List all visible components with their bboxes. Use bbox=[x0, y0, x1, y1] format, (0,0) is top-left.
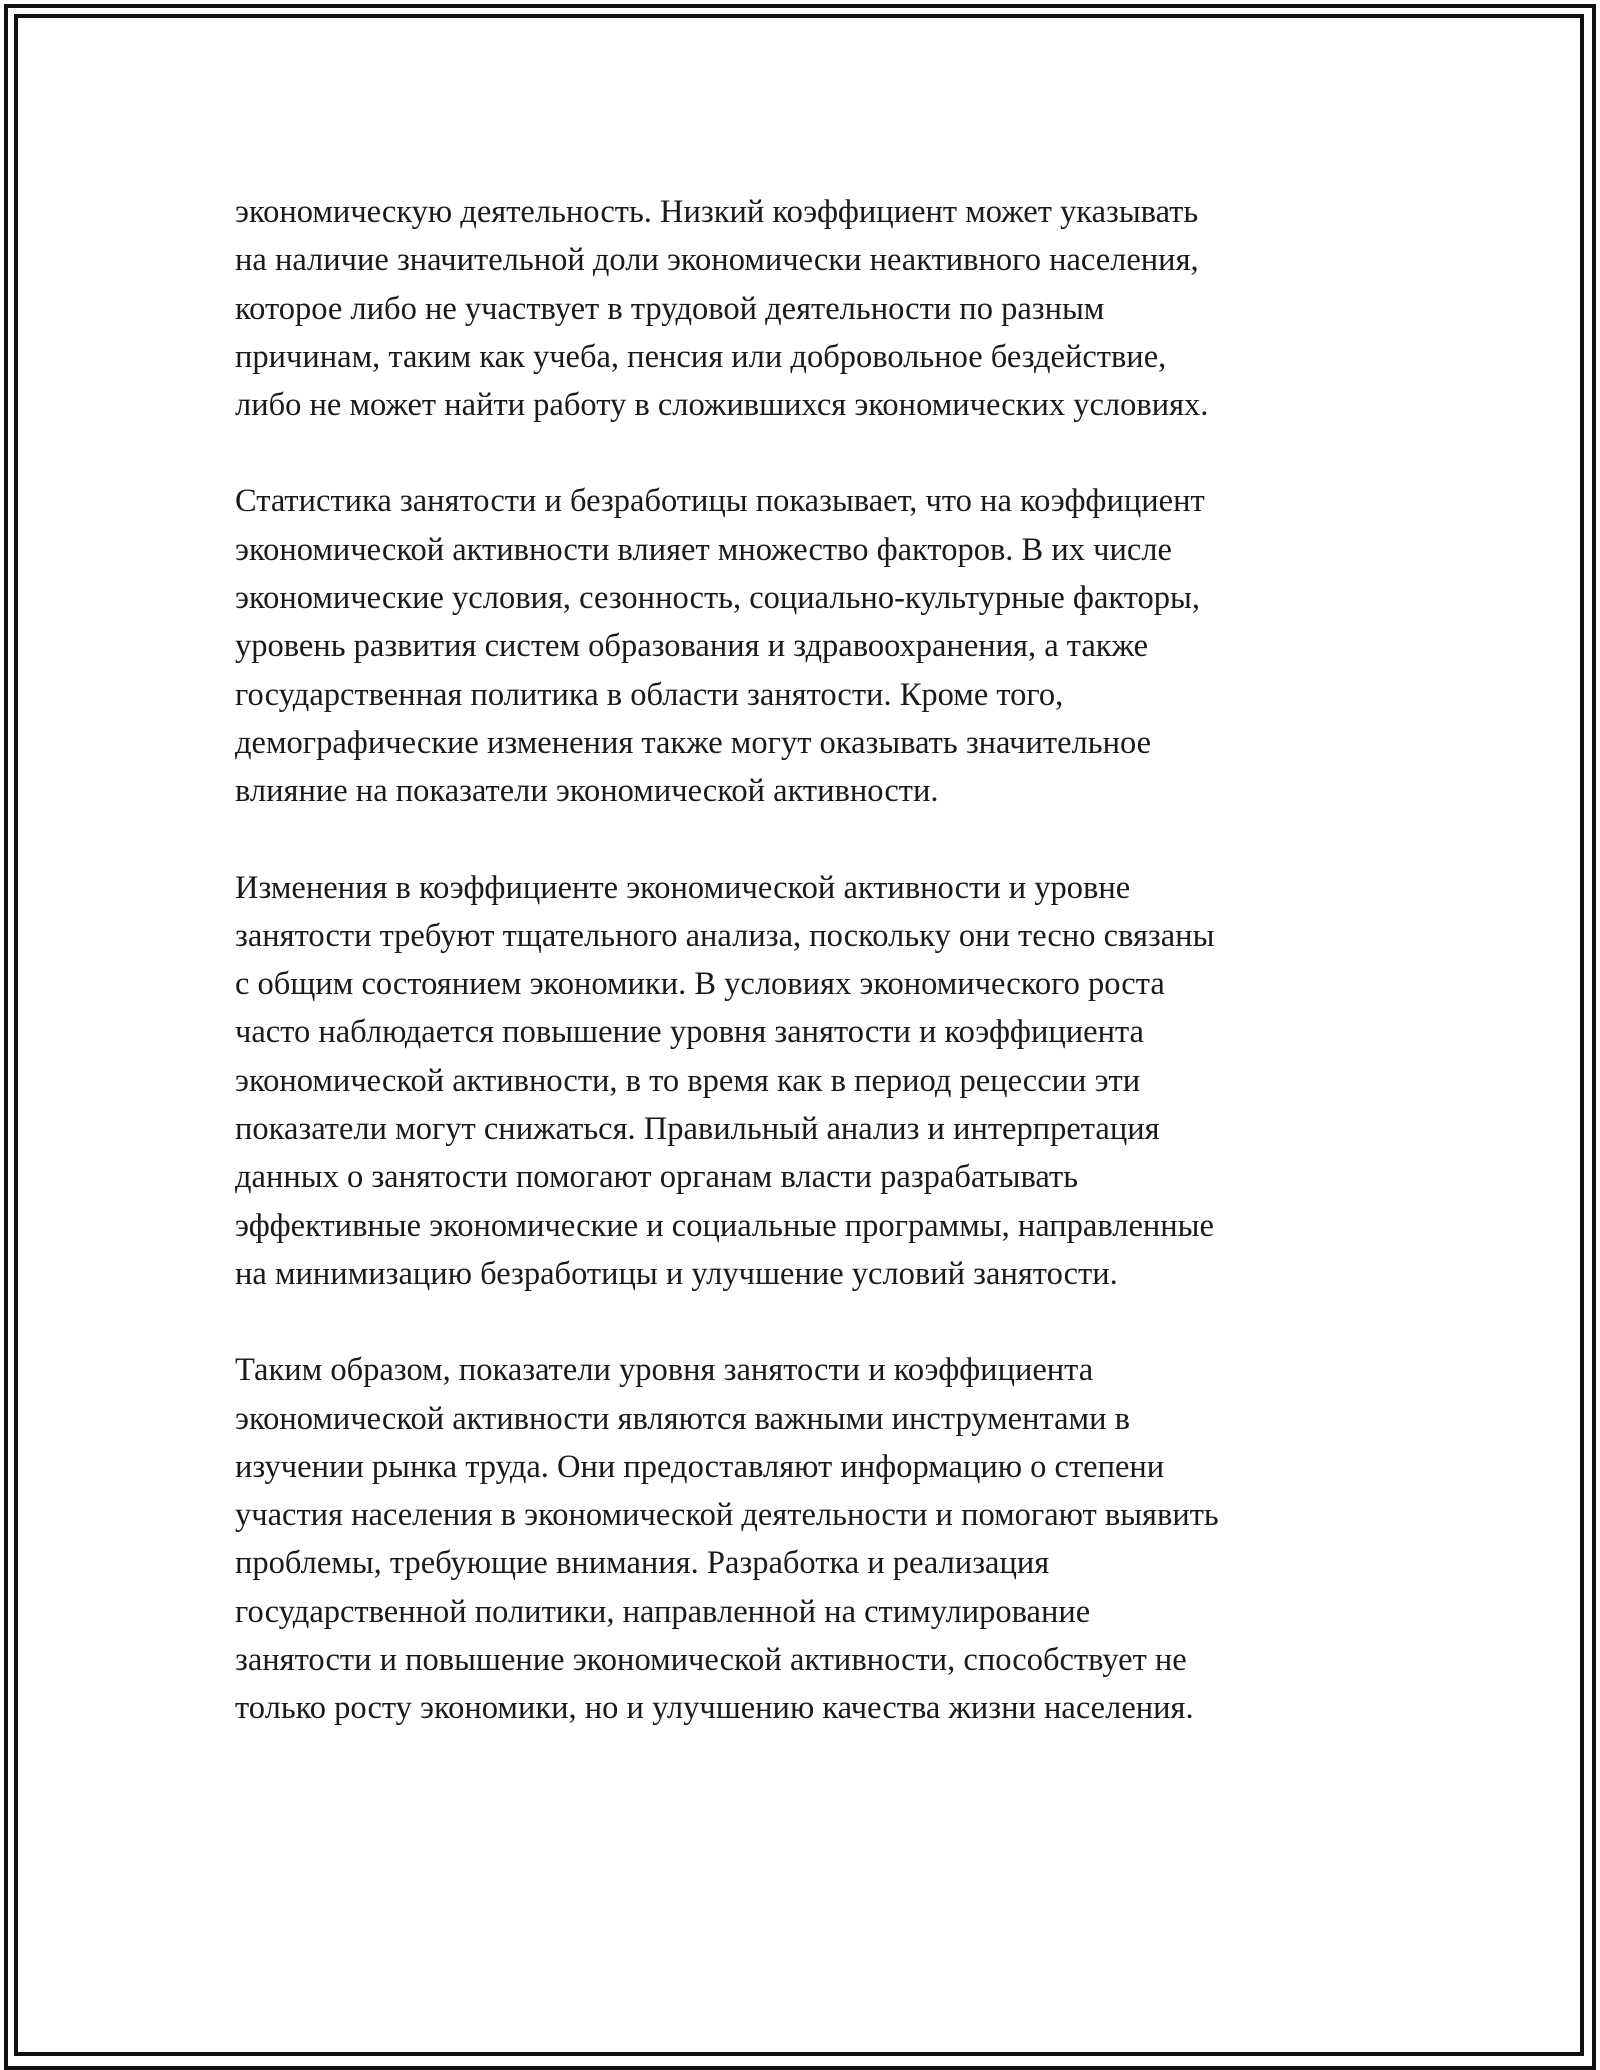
text-line: данных о занятости помогают органам власти разрабатывать bbox=[235, 1159, 1079, 1196]
text-line: экономической активности влияет множество факторов. В их числе bbox=[235, 531, 1172, 568]
text-line: Статистика занятости и безработицы показывает, что на коэффициент bbox=[235, 483, 1205, 520]
text-line: влияние на показатели экономической активности. bbox=[235, 773, 939, 810]
paragraph-conclusion bbox=[235, 1346, 1375, 1732]
text-line: Изменения в коэффициенте экономической активности и уровне bbox=[235, 869, 1131, 906]
paragraph-statistics-factors bbox=[235, 477, 1375, 815]
text-line: экономической активности, в то время как в период рецессии эти bbox=[235, 1062, 1141, 1099]
text-line: экономическую деятельность. Низкий коэффициент может указывать bbox=[235, 194, 1199, 230]
text-line: проблемы, требующие внимания. Разработка и реализация bbox=[235, 1545, 1050, 1582]
text-line: занятости и повышение экономической активности, способствует не bbox=[235, 1642, 1187, 1679]
text-line: государственная политика в области занятости. Кроме того, bbox=[235, 676, 1064, 713]
text-line: экономические условия, сезонность, социально-культурные факторы, bbox=[235, 580, 1200, 617]
document-body bbox=[235, 188, 1375, 1781]
text-line: эффективные экономические и социальные программы, направленные bbox=[235, 1207, 1214, 1244]
text-line: которое либо не участвует в трудовой деятельности по разным bbox=[235, 290, 1105, 327]
text-line: с общим состоянием экономики. В условиях экономического роста bbox=[235, 966, 1165, 1003]
text-line: изучении рынка труда. Они предоставляют информацию о степени bbox=[235, 1448, 1165, 1485]
text-line: на минимизацию безработицы и улучшение условий занятости. bbox=[235, 1255, 1118, 1292]
text-line: государственной политики, направленной на стимулирование bbox=[235, 1593, 1091, 1630]
text-line: участия населения в экономической деятельности и помогают выявить bbox=[235, 1497, 1219, 1534]
paragraph-changes-analysis bbox=[235, 864, 1375, 1299]
text-line: экономической активности являются важными инструментами в bbox=[235, 1400, 1130, 1437]
text-line: показатели могут снижаться. Правильный анализ и интерпретация bbox=[235, 1111, 1160, 1148]
text-line: уровень развития систем образования и здравоохранения, а также bbox=[235, 628, 1149, 665]
text-line: часто наблюдается повышение уровня занятости и коэффициента bbox=[235, 1014, 1144, 1051]
text-line: только росту экономики, но и улучшению качества жизни населения. bbox=[235, 1690, 1194, 1727]
text-line: причинам, таким как учеба, пенсия или добровольное бездействие, bbox=[235, 338, 1167, 375]
text-line: на наличие значительной доли экономически неактивного населения, bbox=[235, 242, 1199, 279]
text-line: Таким образом, показатели уровня занятости и коэффициента bbox=[235, 1352, 1094, 1389]
text-line: либо не может найти работу в сложившихся экономических условиях. bbox=[235, 387, 1209, 424]
text-line: демографические изменения также могут оказывать значительное bbox=[235, 724, 1152, 761]
paragraph-economic-activity-intro bbox=[235, 188, 1375, 429]
text-line: занятости требуют тщательного анализа, поскольку они тесно связаны bbox=[235, 917, 1215, 954]
